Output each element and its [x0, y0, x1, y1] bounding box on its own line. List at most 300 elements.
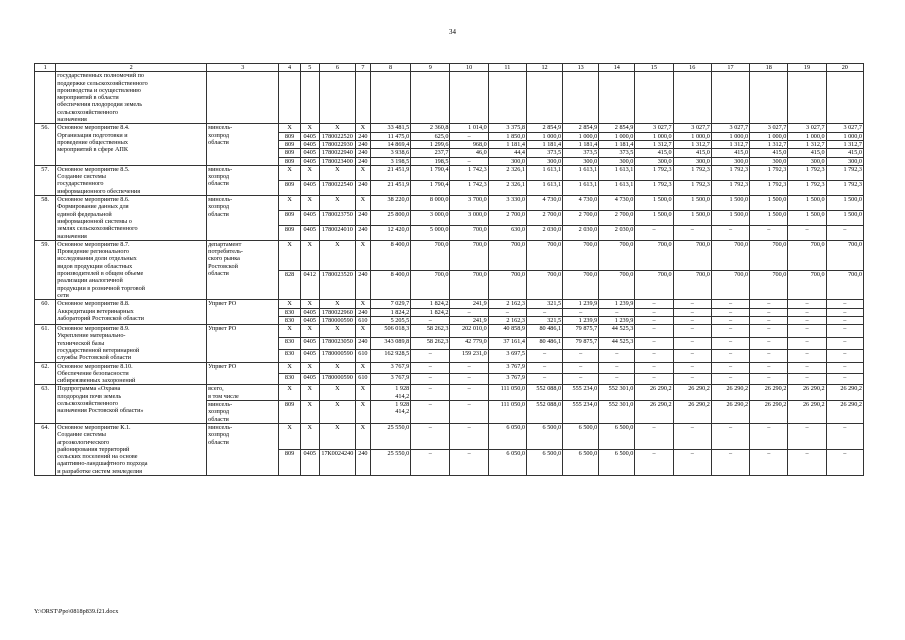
- measure-name: Основное мероприятие 8.7. Проведение регионального исследования доли отдельных видов продукции областных производителей в общем объеме реализации аналогичной продукции в розничной торговой сети: [56, 240, 207, 299]
- value-cell: X: [319, 124, 355, 132]
- column-number: 1: [35, 64, 56, 72]
- value-cell: –: [526, 362, 562, 373]
- value-cell: 44 525,3: [599, 325, 635, 337]
- value-cell: 700,0: [563, 270, 599, 300]
- value-cell: всего, в том числе: [207, 385, 279, 401]
- value-cell: –: [563, 350, 599, 363]
- value-cell: –: [750, 423, 788, 449]
- row-number: 60.: [35, 300, 56, 325]
- value-cell: 555 234,0: [563, 401, 599, 424]
- value-cell: 700,0: [526, 270, 562, 300]
- value-cell: –: [411, 350, 450, 363]
- value-cell: 26 290,2: [673, 385, 711, 401]
- value-cell: 6 500,0: [563, 423, 599, 449]
- value-cell: 300,0: [563, 157, 599, 165]
- value-cell: 415,0: [788, 149, 826, 157]
- value-cell: 1 312,7: [673, 140, 711, 148]
- column-number: 16: [673, 64, 711, 72]
- value-cell: X: [319, 300, 355, 308]
- value-cell: 3 697,5: [488, 350, 526, 363]
- value-cell: X: [355, 362, 370, 373]
- value-cell: 1 312,7: [711, 140, 749, 148]
- value-cell: –: [826, 325, 863, 337]
- value-cell: –: [635, 449, 673, 475]
- value-cell: 700,0: [711, 240, 749, 270]
- value-cell: 5 000,0: [411, 225, 450, 240]
- value-cell: 1 792,3: [635, 180, 673, 195]
- value-cell: 25 550,0: [370, 423, 410, 449]
- value-cell: X: [355, 385, 370, 401]
- value-cell: 0405: [300, 180, 319, 195]
- value-cell: 2 360,8: [411, 124, 450, 132]
- table-row: [35, 72, 864, 124]
- value-cell: 830: [279, 350, 300, 363]
- value-cell: 21 451,9: [370, 165, 410, 180]
- value-cell: –: [635, 325, 673, 337]
- value-cell: 700,0: [673, 240, 711, 270]
- value-cell: 1 500,0: [826, 196, 863, 211]
- value-cell: –: [563, 308, 599, 316]
- value-cell: –: [750, 316, 788, 324]
- executor: Упрвет РО: [207, 300, 279, 325]
- value-cell: 241,9: [450, 316, 488, 324]
- value-cell: X: [319, 362, 355, 373]
- value-cell: –: [711, 374, 749, 385]
- value-cell: –: [711, 300, 749, 308]
- value-cell: 1 792,3: [826, 165, 863, 180]
- value-cell: 1 613,1: [599, 165, 635, 180]
- value-cell: 1 500,0: [673, 196, 711, 211]
- value-cell: –: [711, 225, 749, 240]
- value-cell: 809: [279, 449, 300, 475]
- value-cell: 6 500,0: [563, 449, 599, 475]
- value-cell: 1780024010: [319, 225, 355, 240]
- value-cell: 3 767,9: [370, 362, 410, 373]
- value-cell: –: [711, 362, 749, 373]
- program-table: [34, 63, 864, 476]
- value-cell: 8 400,0: [370, 270, 410, 300]
- value-cell: 3 938,6: [370, 149, 410, 157]
- value-cell: –: [826, 225, 863, 240]
- value-cell: 0405: [300, 316, 319, 324]
- empty-cell: [488, 72, 526, 124]
- value-cell: 4 730,0: [563, 196, 599, 211]
- value-cell: 1 312,7: [635, 140, 673, 148]
- value-cell: –: [826, 362, 863, 373]
- value-cell: 809: [279, 225, 300, 240]
- value-cell: 80 486,1: [526, 325, 562, 337]
- value-cell: X: [300, 325, 319, 337]
- value-cell: 1780000590: [319, 316, 355, 324]
- value-cell: 2 854,9: [599, 124, 635, 132]
- value-cell: 2 030,0: [526, 225, 562, 240]
- value-cell: –: [750, 449, 788, 475]
- value-cell: 1 500,0: [750, 210, 788, 225]
- value-cell: 159 231,0: [450, 350, 488, 363]
- value-cell: –: [450, 449, 488, 475]
- value-cell: 240: [355, 225, 370, 240]
- value-cell: 809: [279, 210, 300, 225]
- value-cell: 26 290,2: [711, 401, 749, 424]
- value-cell: 0405: [300, 374, 319, 385]
- value-cell: –: [826, 449, 863, 475]
- value-cell: 2 030,0: [599, 225, 635, 240]
- page-number: 34: [449, 28, 456, 36]
- value-cell: 1 500,0: [635, 196, 673, 211]
- value-cell: 26 290,2: [635, 385, 673, 401]
- value-cell: –: [450, 308, 488, 316]
- value-cell: –: [750, 337, 788, 349]
- value-cell: 1 000,0: [526, 132, 562, 140]
- value-cell: 2 326,1: [488, 165, 526, 180]
- value-cell: 1780023750: [319, 210, 355, 225]
- value-cell: –: [411, 374, 450, 385]
- value-cell: 3 767,9: [488, 374, 526, 385]
- value-cell: 700,0: [599, 240, 635, 270]
- value-cell: 1 613,1: [563, 180, 599, 195]
- value-cell: –: [750, 300, 788, 308]
- value-cell: 700,0: [411, 240, 450, 270]
- value-cell: –: [788, 350, 826, 363]
- value-cell: 321,5: [526, 300, 562, 308]
- value-cell: –: [673, 362, 711, 373]
- value-cell: X: [279, 385, 300, 401]
- value-cell: 300,0: [788, 157, 826, 165]
- column-number: 19: [788, 64, 826, 72]
- value-cell: –: [750, 308, 788, 316]
- value-cell: 700,0: [488, 240, 526, 270]
- executor: Упрвет РО: [207, 325, 279, 362]
- value-cell: X: [300, 240, 319, 270]
- value-cell: 0405: [300, 350, 319, 363]
- value-cell: 2 030,0: [563, 225, 599, 240]
- table-row: [35, 385, 864, 401]
- value-cell: 8 000,0: [411, 196, 450, 211]
- value-cell: –: [711, 308, 749, 316]
- value-cell: –: [635, 423, 673, 449]
- table-row: [35, 124, 864, 132]
- value-cell: 1 500,0: [826, 210, 863, 225]
- value-cell: 415,0: [826, 149, 863, 157]
- value-cell: 240: [355, 270, 370, 300]
- value-cell: –: [635, 316, 673, 324]
- value-cell: 373,5: [599, 149, 635, 157]
- value-cell: 3 700,0: [450, 196, 488, 211]
- value-cell: 2 700,0: [526, 210, 562, 225]
- value-cell: 26 290,2: [750, 385, 788, 401]
- empty-cell: [563, 72, 599, 124]
- empty-cell: [411, 72, 450, 124]
- value-cell: 828: [279, 270, 300, 300]
- value-cell: 700,0: [750, 270, 788, 300]
- empty-cell: [711, 72, 749, 124]
- value-cell: 1 181,4: [526, 140, 562, 148]
- executor: минсель- хозпрод области: [207, 165, 279, 195]
- value-cell: X: [319, 240, 355, 270]
- column-number: 20: [826, 64, 863, 72]
- value-cell: 300,0: [826, 157, 863, 165]
- value-cell: 552 301,0: [599, 385, 635, 401]
- value-cell: 240: [355, 308, 370, 316]
- value-cell: X: [319, 423, 355, 449]
- value-cell: 1 792,3: [750, 165, 788, 180]
- table-row: [35, 362, 864, 373]
- value-cell: X: [300, 124, 319, 132]
- value-cell: 26 290,2: [750, 401, 788, 424]
- value-cell: 700,0: [788, 240, 826, 270]
- column-number: 8: [370, 64, 410, 72]
- value-cell: 1780022940: [319, 149, 355, 157]
- value-cell: 552 088,0: [526, 401, 562, 424]
- value-cell: 3 767,9: [370, 374, 410, 385]
- value-cell: 830: [279, 374, 300, 385]
- value-cell: 968,0: [450, 140, 488, 148]
- executor: департамент потребитель- ского рынка Ростовской области: [207, 240, 279, 299]
- value-cell: X: [279, 240, 300, 270]
- value-cell: 3 375,8: [488, 124, 526, 132]
- value-cell: X: [319, 165, 355, 180]
- table-row: [35, 240, 864, 270]
- value-cell: 6 500,0: [526, 423, 562, 449]
- value-cell: –: [450, 401, 488, 424]
- value-cell: 1 500,0: [711, 196, 749, 211]
- value-cell: 555 234,0: [563, 385, 599, 401]
- value-cell: 1 792,3: [826, 180, 863, 195]
- measure-name: Основное мероприятие К.1. Создание системы агроэкологического районирования территорий сельских поселений на основе адаптивно-ландшафтного подхода и разработке систем земледелия: [56, 423, 207, 475]
- value-cell: 1 312,7: [826, 140, 863, 148]
- value-cell: X: [319, 401, 355, 424]
- value-cell: –: [635, 374, 673, 385]
- measure-name: Основное мероприятие 8.4. Организация подготовки и проведение общественных мероприятий в сфере АПК: [56, 124, 207, 165]
- column-number-row: [35, 64, 864, 72]
- value-cell: 0405: [300, 210, 319, 225]
- value-cell: 3 330,0: [488, 196, 526, 211]
- value-cell: 809: [279, 149, 300, 157]
- value-cell: 700,0: [750, 240, 788, 270]
- value-cell: –: [711, 423, 749, 449]
- value-cell: 1 239,9: [599, 316, 635, 324]
- value-cell: 1 792,3: [788, 165, 826, 180]
- value-cell: –: [826, 337, 863, 349]
- value-cell: 241,9: [450, 300, 488, 308]
- value-cell: X: [355, 300, 370, 308]
- value-cell: 415,0: [673, 149, 711, 157]
- value-cell: 3 027,7: [750, 124, 788, 132]
- value-cell: 1 790,4: [411, 165, 450, 180]
- value-cell: –: [450, 362, 488, 373]
- value-cell: 162 928,5: [370, 350, 410, 363]
- value-cell: –: [788, 362, 826, 373]
- value-cell: 26 290,2: [673, 401, 711, 424]
- column-number: 14: [599, 64, 635, 72]
- value-cell: 700,0: [526, 240, 562, 270]
- value-cell: X: [355, 240, 370, 270]
- value-cell: 26 290,2: [826, 385, 863, 401]
- executor: минсель- хозпрод области: [207, 196, 279, 241]
- value-cell: X: [300, 196, 319, 211]
- value-cell: 240: [355, 449, 370, 475]
- value-cell: 240: [355, 337, 370, 349]
- empty-cell: [319, 72, 355, 124]
- value-cell: 700,0: [826, 240, 863, 270]
- value-cell: 1 792,3: [711, 165, 749, 180]
- value-cell: 1 500,0: [750, 196, 788, 211]
- value-cell: 240: [355, 180, 370, 195]
- value-cell: –: [788, 337, 826, 349]
- column-number: 7: [355, 64, 370, 72]
- value-cell: 809: [279, 140, 300, 148]
- value-cell: 6 050,0: [488, 449, 526, 475]
- value-cell: 3 027,7: [711, 124, 749, 132]
- value-cell: –: [826, 316, 863, 324]
- value-cell: 14 869,4: [370, 140, 410, 148]
- value-cell: –: [788, 225, 826, 240]
- value-cell: 1 790,4: [411, 180, 450, 195]
- value-cell: X: [319, 385, 355, 401]
- value-cell: минсель- хозпрод области: [207, 401, 279, 424]
- value-cell: –: [750, 362, 788, 373]
- value-cell: 700,0: [450, 225, 488, 240]
- value-cell: 506 018,3: [370, 325, 410, 337]
- value-cell: –: [750, 350, 788, 363]
- value-cell: 46,0: [450, 149, 488, 157]
- value-cell: X: [300, 423, 319, 449]
- value-cell: 1 742,3: [450, 165, 488, 180]
- value-cell: 1 239,9: [599, 300, 635, 308]
- value-cell: –: [750, 325, 788, 337]
- value-cell: –: [599, 308, 635, 316]
- value-cell: 610: [355, 316, 370, 324]
- value-cell: X: [279, 423, 300, 449]
- value-cell: –: [711, 316, 749, 324]
- value-cell: X: [355, 124, 370, 132]
- value-cell: 415,0: [711, 149, 749, 157]
- measure-name: Основное мероприятие 8.10. Обеспечение безопасности сибиреязвенных захоронений: [56, 362, 207, 385]
- value-cell: 700,0: [563, 240, 599, 270]
- value-cell: 700,0: [635, 270, 673, 300]
- value-cell: 300,0: [488, 157, 526, 165]
- value-cell: 1 000,0: [673, 132, 711, 140]
- value-cell: –: [411, 316, 450, 324]
- value-cell: –: [788, 423, 826, 449]
- value-cell: 6 500,0: [599, 423, 635, 449]
- value-cell: 2 854,9: [526, 124, 562, 132]
- value-cell: 1 792,3: [635, 165, 673, 180]
- value-cell: –: [826, 423, 863, 449]
- value-cell: 2 162,3: [488, 300, 526, 308]
- value-cell: 630,0: [488, 225, 526, 240]
- empty-cell: [635, 72, 673, 124]
- value-cell: 12 420,0: [370, 225, 410, 240]
- value-cell: –: [526, 350, 562, 363]
- empty-cell: [450, 72, 488, 124]
- value-cell: 1 928 414,2: [370, 401, 410, 424]
- value-cell: 3 000,0: [450, 210, 488, 225]
- value-cell: 700,0: [450, 270, 488, 300]
- value-cell: 240: [355, 210, 370, 225]
- value-cell: 1 000,0: [711, 132, 749, 140]
- value-cell: –: [635, 225, 673, 240]
- value-cell: X: [300, 401, 319, 424]
- measure-name: Подпрограмма «Охрана плодородия почв земель сельскохозяйственного назначения Ростовской области»: [56, 385, 207, 423]
- value-cell: 6 050,0: [488, 423, 526, 449]
- value-cell: –: [711, 337, 749, 349]
- value-cell: 300,0: [635, 157, 673, 165]
- value-cell: 300,0: [750, 157, 788, 165]
- empty-cell: [750, 72, 788, 124]
- empty-cell: [826, 72, 863, 124]
- value-cell: –: [411, 423, 450, 449]
- value-cell: 1 000,0: [599, 132, 635, 140]
- value-cell: –: [450, 374, 488, 385]
- value-cell: –: [711, 449, 749, 475]
- value-cell: 1 792,3: [788, 180, 826, 195]
- measure-name: государственных полномочий по поддержке сельскохозяйственного производства и осуществлению мероприятий в области обеспечения плодородия земель сельскохозяйственного назначения: [56, 72, 207, 124]
- value-cell: 1 613,1: [526, 165, 562, 180]
- column-number: 17: [711, 64, 749, 72]
- executor: минсель- хозпрод области: [207, 124, 279, 165]
- empty-cell: [355, 72, 370, 124]
- row-number: 56.: [35, 124, 56, 165]
- value-cell: –: [599, 362, 635, 373]
- value-cell: 3 027,7: [788, 124, 826, 132]
- value-cell: 1 181,4: [599, 140, 635, 148]
- value-cell: X: [319, 325, 355, 337]
- table-row: [35, 325, 864, 337]
- column-number: 2: [56, 64, 207, 72]
- value-cell: 1 824,2: [370, 308, 410, 316]
- value-cell: 1 792,3: [750, 180, 788, 195]
- value-cell: X: [355, 196, 370, 211]
- value-cell: 0405: [300, 140, 319, 148]
- value-cell: 809: [279, 180, 300, 195]
- empty-cell: [599, 72, 635, 124]
- value-cell: X: [300, 362, 319, 373]
- value-cell: 700,0: [826, 270, 863, 300]
- value-cell: 0405: [300, 337, 319, 349]
- executor: [207, 72, 279, 124]
- value-cell: 1 792,3: [673, 180, 711, 195]
- value-cell: 5 205,5: [370, 316, 410, 324]
- value-cell: X: [279, 196, 300, 211]
- value-cell: 1 000,0: [826, 132, 863, 140]
- footer-file-path: Y:\ORST\Ppo\0818p839.f21.docx: [34, 608, 119, 615]
- value-cell: 1780022930: [319, 140, 355, 148]
- value-cell: 0405: [300, 157, 319, 165]
- value-cell: X: [355, 401, 370, 424]
- value-cell: 26 290,2: [788, 385, 826, 401]
- value-cell: 237,7: [411, 149, 450, 157]
- row-number: 58.: [35, 196, 56, 241]
- value-cell: X: [279, 325, 300, 337]
- value-cell: 44 525,3: [599, 337, 635, 349]
- row-number: 61.: [35, 325, 56, 362]
- value-cell: 373,5: [526, 149, 562, 157]
- row-number: 63.: [35, 385, 56, 423]
- column-number: 4: [279, 64, 300, 72]
- value-cell: X: [300, 165, 319, 180]
- value-cell: –: [673, 374, 711, 385]
- value-cell: 2 326,1: [488, 180, 526, 195]
- value-cell: 1 792,3: [673, 165, 711, 180]
- row-number: 59.: [35, 240, 56, 299]
- value-cell: 1 500,0: [635, 210, 673, 225]
- value-cell: 0405: [300, 225, 319, 240]
- value-cell: –: [673, 308, 711, 316]
- column-number: 12: [526, 64, 562, 72]
- empty-cell: [370, 72, 410, 124]
- value-cell: 1780022520: [319, 132, 355, 140]
